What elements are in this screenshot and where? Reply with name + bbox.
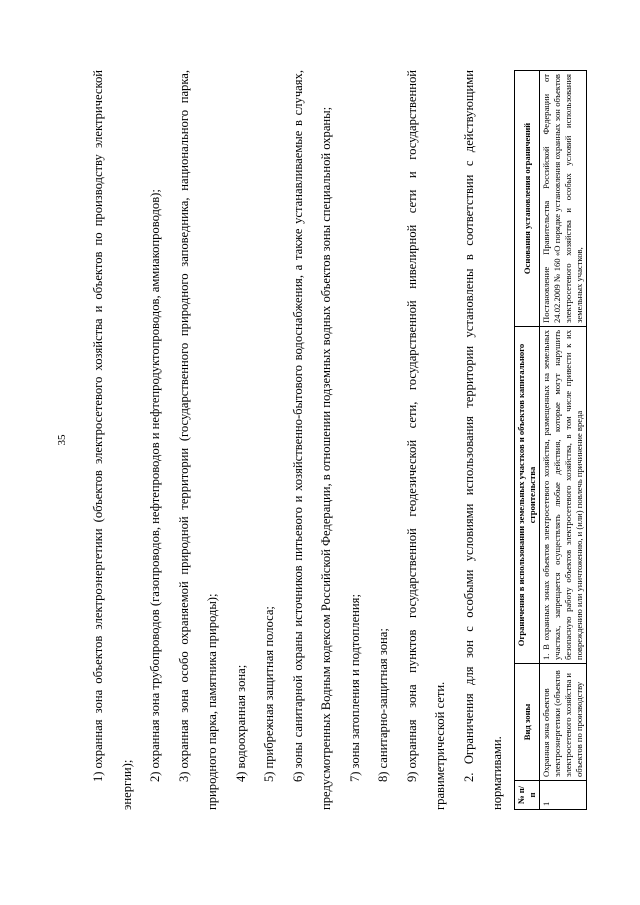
cell-kind: Охранная зона объектов электроэнергетики (объектов электросетевого хозяйства и объектов по производству [540,664,587,781]
header-restrictions: Ограничения в использовании земельных участков и объектов капитального строительства [515,327,540,664]
cell-num: 1 [540,781,587,810]
list-item: 6)зоны санитарной охраны источников питьевого и хозяйственно-бытового водоснабжения, а также устанавливаемые в случаях, предусмотренных Водным кодексом Российской Федерации, в отношении подземных водных объектов зоны специальной охраны; [290,70,333,810]
table-header-row [515,71,540,810]
list-item: 8)санитарно-защитная зона; [376,628,390,782]
list-item: 4)водоохранная зона; [233,664,248,782]
list-item: 7)зоны затопления и подтопления; [347,594,362,782]
list-item: 3)охранная зона особо охраняемой природной территории (государственного природного заповедника, национального парка, природного парка, памятника природы); [176,70,219,810]
header-kind: Вид зоны [515,664,540,781]
list-item: 1)охранная зона объектов электроэнергетики (объектов электросетевого хозяйства и объектов по производству электрической энергии); [91,70,134,810]
zones-table [514,70,587,810]
list-item: 5)прибрежная защитная полоса; [262,606,276,782]
list-item: 9)охранная зона пунктов государственной геодезической сети, государственной нивелирной сети и государственной гравиметрической сети. [404,70,447,810]
document-body [84,70,512,810]
cell-basis: Постановление Правительства Российской Федерации от 24.02.2009 № 160 «О порядке установления охранных зон объектов электросетевого хозяйства и особых условий использования земельных участков, [540,71,587,327]
table-row [540,71,587,810]
list-item: 2)охранная зона трубопроводов (газопроводов, нефтепроводов и нефтепродуктопроводов, аммиакопроводов); [148,189,162,782]
section-2-paragraph: 2. Ограничения для зон с особыми условиями использования территории установлены в соответствии с действующими нормативами. [461,70,504,810]
header-num: № п/п [515,781,540,810]
page-number: 35 [56,434,68,446]
cell-restrictions: 1. В охранных зонах объектов электросетевого хозяйства, размещенных на земельных участках, запрещается осуществлять любые действия, которые могут нарушить безопасную работу объектов электросетевого хозяйства, в том числе привести к их повреждению или уничтожению, и (или) повлечь причинение вреда [540,327,587,664]
header-basis: Основания установления ограничений [515,71,540,327]
rotated-content [50,50,630,830]
